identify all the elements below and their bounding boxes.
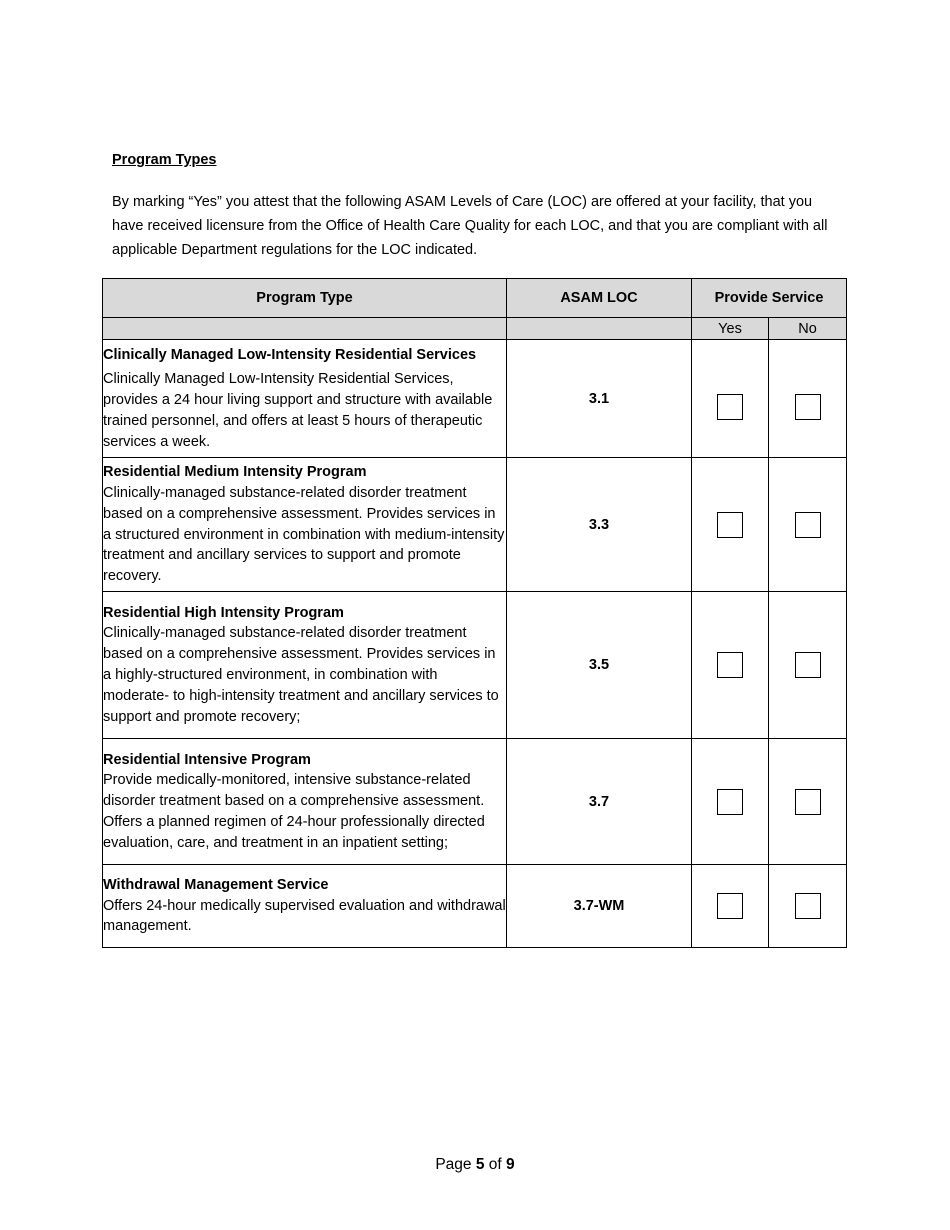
table-row [103, 340, 847, 458]
program-description: Clinically Managed Low-Intensity Residential Services, provides a 24 hour living support and structure with available trained personnel, and offers at least 5 hours of therapeutic services a week. [103, 371, 493, 450]
of-label: of [488, 1156, 502, 1173]
yes-cell [692, 458, 769, 592]
no-cell [769, 340, 847, 458]
asam-loc-value: 3.1 [507, 340, 692, 458]
program-name: Residential Intensive Program [103, 751, 311, 768]
header-program-type: Program Type [103, 279, 507, 318]
table-row [103, 739, 847, 865]
intro-paragraph: By marking “Yes” you attest that the following ASAM Levels of Care (LOC) are offered at your facility, that you have received licensure from the Office of Health Care Quality for each LOC, and that you are compliant with all applicable Department regulations for the LOC indicated. [112, 194, 828, 258]
no-checkbox[interactable] [795, 893, 821, 919]
subheader-empty [507, 318, 692, 340]
no-cell [769, 865, 847, 948]
program-cell [103, 865, 507, 948]
program-cell [103, 340, 507, 458]
program-description: Clinically-managed substance-related disorder treatment based on a comprehensive assessment. Provides services in a structured environment in combination with medium-intensity treatment and ancillary services to support and promote recovery. [103, 484, 505, 585]
page-number-footer [0, 1156, 950, 1174]
program-cell [103, 458, 507, 592]
table-row [103, 865, 847, 948]
page-current: 5 [475, 1156, 485, 1173]
no-checkbox[interactable] [795, 789, 821, 815]
program-description: Provide medically-monitored, intensive substance-related disorder treatment based on a comprehensive assessment. Offers a planned regimen of 24-hour professionally directed evaluation, care, and treatment in an inpatient setting; [103, 772, 485, 851]
table-row [103, 458, 847, 592]
program-name: Residential High Intensity Program [103, 604, 344, 621]
no-cell [769, 592, 847, 739]
subheader-empty [103, 318, 507, 340]
table-header-row [103, 279, 847, 318]
header-provide-service: Provide Service [692, 279, 847, 318]
program-cell [103, 592, 507, 739]
subheader-no: No [769, 318, 847, 340]
table-row [103, 592, 847, 739]
header-asam-loc: ASAM LOC [507, 279, 692, 318]
program-description: Offers 24-hour medically supervised evaluation and withdrawal management. [103, 897, 506, 935]
section-title: Program Types [112, 152, 217, 168]
asam-loc-value: 3.7 [507, 739, 692, 865]
program-description: Clinically-managed substance-related disorder treatment based on a comprehensive assessment. Provides services in a highly-structured environment, in combination with moderate- to high-intensity treatment and ancillary services to support and promote recovery; [103, 625, 499, 725]
yes-checkbox[interactable] [717, 789, 743, 815]
table-subheader-row [103, 318, 847, 340]
subheader-yes: Yes [692, 318, 769, 340]
program-name: Withdrawal Management Service [103, 876, 329, 893]
page-total: 9 [506, 1156, 515, 1173]
program-name: Residential Medium Intensity Program [103, 464, 367, 481]
no-cell [769, 458, 847, 592]
asam-loc-value: 3.5 [507, 592, 692, 739]
no-checkbox[interactable] [795, 394, 821, 420]
yes-checkbox[interactable] [717, 893, 743, 919]
asam-loc-value: 3.7-WM [507, 865, 692, 948]
yes-checkbox[interactable] [717, 394, 743, 420]
yes-checkbox[interactable] [717, 652, 743, 678]
page-label: Page [435, 1156, 472, 1173]
program-cell [103, 739, 507, 865]
yes-cell [692, 340, 769, 458]
no-cell [769, 739, 847, 865]
program-name: Clinically Managed Low-Intensity Residential Services [103, 346, 477, 363]
yes-cell [692, 592, 769, 739]
no-checkbox[interactable] [795, 512, 821, 538]
asam-loc-value: 3.3 [507, 458, 692, 592]
yes-cell [692, 739, 769, 865]
yes-cell [692, 865, 769, 948]
yes-checkbox[interactable] [717, 512, 743, 538]
program-types-table [102, 278, 847, 948]
no-checkbox[interactable] [795, 652, 821, 678]
